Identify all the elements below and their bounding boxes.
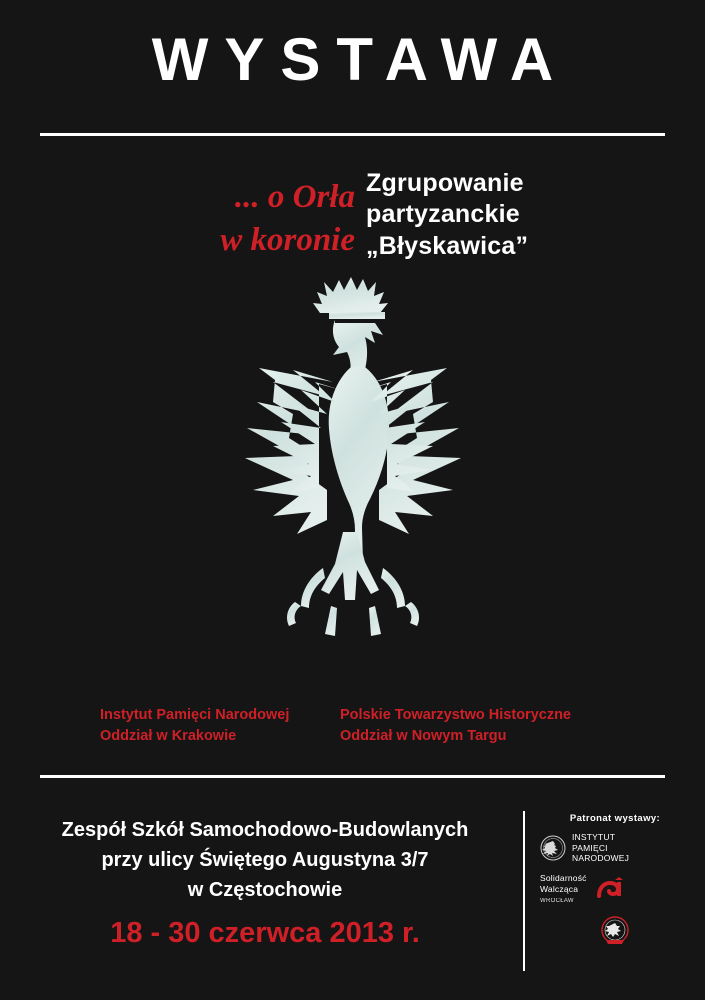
organiser-2-line-1: Polskie Towarzystwo Historyczne bbox=[340, 707, 571, 723]
pth-crest-icon bbox=[600, 915, 630, 947]
organiser-1-line-2: Oddział w Krakowie bbox=[100, 728, 237, 745]
ipn-logo-text bbox=[572, 832, 629, 864]
organiser-2 bbox=[340, 705, 571, 747]
subtitle-block bbox=[0, 168, 705, 278]
page-title: WYSTAWA bbox=[151, 26, 570, 93]
polish-eagle-emblem-icon bbox=[183, 272, 523, 652]
sw-line-3: WROCŁAW bbox=[540, 898, 574, 905]
sw-line-2: Walcząca bbox=[540, 883, 579, 894]
organiser-1 bbox=[100, 705, 289, 747]
patronage-logo-pth bbox=[540, 915, 690, 947]
subtitle-right-line-1: Zgrupowanie bbox=[366, 169, 524, 197]
patronage-block bbox=[540, 813, 690, 956]
ipn-line-2: PAMIĘCI bbox=[572, 842, 608, 853]
venue-address bbox=[25, 815, 505, 905]
vertical-divider bbox=[523, 811, 525, 971]
subtitle-right-line-3: „Błyskawica” bbox=[366, 231, 529, 260]
sw-line-1: Solidarność bbox=[540, 872, 587, 883]
ipn-eagle-seal-icon bbox=[540, 835, 566, 861]
organiser-2-line-2: Oddział w Nowym Targu bbox=[340, 728, 507, 745]
divider-bottom bbox=[40, 775, 665, 778]
subtitle-right bbox=[366, 168, 666, 262]
solidarnosc-walczaca-icon bbox=[593, 876, 627, 902]
subtitle-left bbox=[120, 176, 355, 262]
solidarnosc-logo-text bbox=[540, 873, 587, 906]
footer-block bbox=[0, 805, 705, 980]
subtitle-left-line-2: w koronie bbox=[220, 221, 355, 258]
patronage-logo-solidarnosc bbox=[540, 873, 690, 906]
organiser-1-line-1: Instytut Pamięci Narodowej bbox=[100, 707, 290, 723]
venue-line-2: przy ulicy Świętego Augustyna 3/7 bbox=[101, 849, 429, 871]
subtitle-left-line-1: ... o Orła bbox=[234, 179, 355, 215]
ipn-line-1: INSTYTUT bbox=[572, 832, 616, 842]
venue-line-1: Zespół Szkół Samochodowo-Budowlanych bbox=[61, 819, 469, 841]
divider-top bbox=[40, 133, 665, 136]
patronage-title: Patronat wystawy: bbox=[569, 813, 661, 824]
venue-line-3: w Częstochowie bbox=[187, 879, 343, 901]
subtitle-right-line-2: partyzanckie bbox=[366, 200, 520, 229]
event-dates: 18 - 30 czerwca 2013 r. bbox=[110, 917, 420, 949]
ipn-line-3: NARODOWEJ bbox=[572, 853, 630, 864]
patronage-logo-ipn bbox=[540, 832, 690, 864]
